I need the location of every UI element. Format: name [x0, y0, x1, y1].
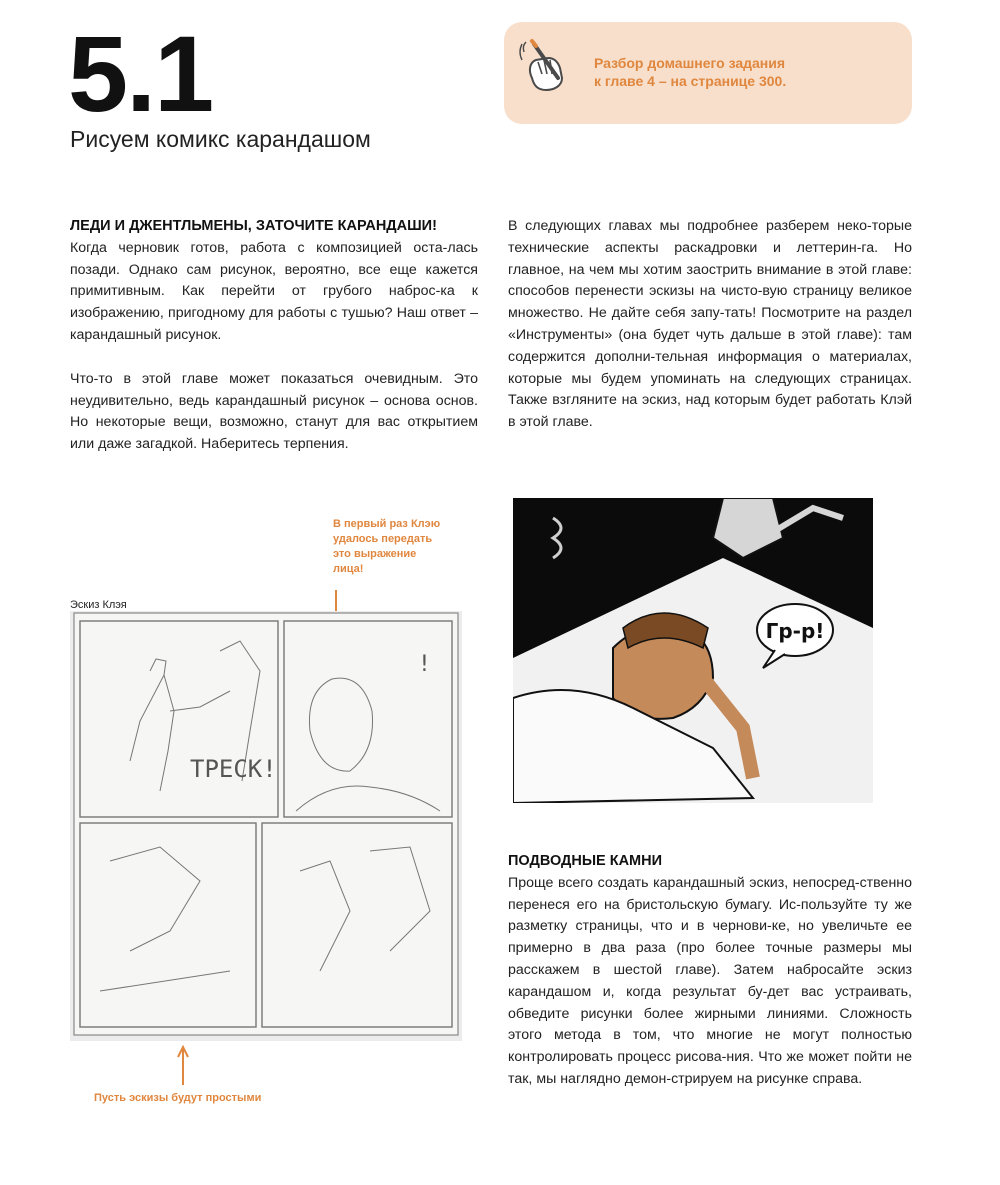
callout-text	[594, 54, 894, 90]
section-heading-pencils: ЛЕДИ И ДЖЕНТЛЬМЕНЫ, ЗАТОЧИТЕ КАРАНДАШИ!	[70, 218, 437, 234]
exclamation-mark: !	[420, 652, 429, 677]
comic-illustration	[513, 498, 873, 803]
chapter-number: 5.1	[68, 13, 213, 134]
left-paragraph-1: Когда черновик готов, работа с композицией оста-лась позади. Однако сам рисунок, вероятно, все еще кажется примитивным. Как перейти от грубого наброс-ка к изображению, пригодному для работы с тушью? Наш ответ – карандашный рисунок.	[70, 239, 478, 343]
pitfalls-section	[508, 851, 912, 1091]
callout-line-2: к главе 4 – на странице 300.	[594, 73, 787, 89]
arrow-up-icon	[177, 1045, 189, 1085]
right-paragraph-2: Проще всего создать карандашный эскиз, непосред-ственно перенеся его на бристольскую бумагу. Ис-пользуйте ту же разметку страницы, что и в чернови-ке, но увеличьте ее примерно в два раза (про более точные размеры мы расскажем в шестой главе). Затем набросайте эскиз карандашом и, когда результат бу-дет вас устраивать, обведите рисунки более жирными линиями. Сложность этого метода в том, что многие не могут полностью контролировать процесс рисова-ния. Что же может пойти не так, мы наглядно демон-стрируем на рисунке справа.	[508, 874, 912, 1087]
note-simple-sketches: Пусть эскизы будут простыми	[94, 1092, 262, 1104]
right-paragraph-1: В следующих главах мы подробнее разберем неко-торые технические аспекты раскадровки и леттерин-га. Но главное, на чем мы хотим заострить внимание в этой главе: способов перенести эскизы на чисто-вую страницу великое множество. Не дайте себя запу-тать! Посмотрите на раздел «Инструменты» (она будет чуть дальше в этой главе): там содержится дополни-тельная информация о материалах, которые мы будем упоминать на следующих страницах. Также взгляните на эскиз, над которым будет работать Клэй в этой главе.	[508, 218, 912, 431]
homework-callout	[504, 22, 912, 124]
left-paragraph-2: Что-то в этой главе может показаться очевидным. Это неудивительно, ведь карандашный рисунок – основа основ. Но некоторые вещи, возможно, станут для вас открытием или даже загадкой. Наберитесь терпения.	[70, 370, 478, 453]
left-column	[70, 216, 478, 456]
sound-effect-text: ТРЕСК!	[190, 755, 277, 783]
pencil-sketch-image	[70, 611, 462, 1041]
right-column	[508, 216, 912, 434]
section-heading-pitfalls: ПОДВОДНЫЕ КАМНИ	[508, 853, 663, 869]
callout-line-1: Разбор домашнего задания	[594, 55, 786, 71]
sketch-caption: Эскиз Клэя	[70, 599, 127, 611]
note-facial-expression: В первый раз Клэю удалось передать это выражение лица!	[333, 518, 441, 575]
speech-bubble-text: Гр-р!	[765, 619, 825, 643]
pencil-hand-icon	[514, 34, 578, 98]
chapter-subtitle: Рисуем комикс карандашом	[70, 126, 371, 152]
